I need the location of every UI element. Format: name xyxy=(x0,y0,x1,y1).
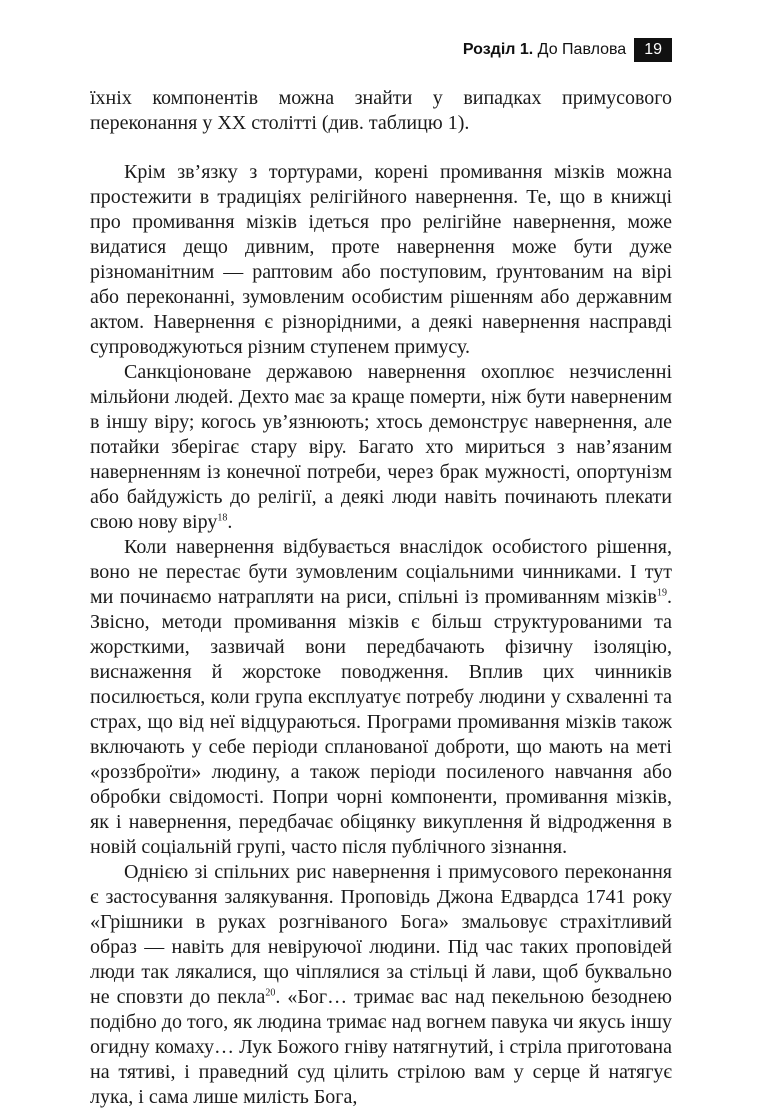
paragraph-text: Крім зв’язку з тортурами, корені промивання мізків можна простежити в традиціях релігійного навернення. Те, що в книжці про промивання мізків ідеться про релігійне навернення, може видатися дещо дивним, проте навернення може бути дуже різноманітним — раптовим або поступовим, ґрунтованим на вірі або переконанні, зумовленим особистим рішенням або державним актом. Навернення є різнорідними, а деякі навернення насправді супроводжуються різним ступенем примусу. xyxy=(90,161,672,358)
paragraph-text: Санкціоноване державою навернення охоплює незчисленні мільйони людей. Дехто має за краще померти, ніж бути наверненим в іншу віру; когось ув’язнюють; хтось демонструє навернення, але потайки зберігає стару віру. Багато хто мириться з нав’язаним наверненням із конечної потреби, через брак мужності, опортунізм або байдужість до релігії, а деякі люди навіть починають плекати свою нову віру xyxy=(90,361,672,533)
paragraph-tail: . xyxy=(227,511,233,533)
footnote-ref: 19 xyxy=(657,587,667,599)
page-number: 19 xyxy=(634,38,672,62)
paragraph-text: їхніх компонентів можна знайти у випадках примусового переконання у ХХ столітті (див. таблицю 1). xyxy=(90,87,672,134)
body-text xyxy=(90,86,672,1110)
footnote-ref: 20 xyxy=(265,987,276,999)
paragraph xyxy=(90,535,672,860)
paragraph-text: Однією зі спільних рис навернення і примусового переконання є застосування залякування. Проповідь Джона Едвардса 1741 року «Грішники в руках розгніваного Бога» змальовує страхітливий образ — навіть для невіруючої людини. Під час таких проповідей люди так лякалися, що чіплялися за стільці й лави, щоб буквально не сповзти до пекла xyxy=(90,861,672,1008)
chapter-name: До Павлова xyxy=(533,41,627,58)
paragraph-tail: . «Бог… тримає вас над пекельною безоднею подібно до того, як людина тримає над вогнем павука чи якусь іншу огидну комаху… Лук Божого гніву натягнутий, і стріла приготована на тятиві, і праведний суд цілить стрілою вам у серце й натягує лука, і сама лише милість Бога, xyxy=(90,986,673,1108)
paragraph-tail: . Звісно, методи промивання мізків є більш структурованими та жорсткими, зазвичай вони передбачають фізичну ізоляцію, виснаження й жорстоке поводження. Вплив цих чинників посилюється, коли група експлуатує потребу людини у схваленні та страх, що від неї відцураються. Програми промивання мізків також включають у себе періоди спланованої доброти, що мають на меті «роззброїти» людину, а також періоди посиленого навчання або обробки свідомості. Попри чорні компоненти, промивання мізків, як і навернення, передбачає обіцянку викуплення й відродження в новій соціальній групі, часто після публічного зізнання. xyxy=(90,586,672,858)
chapter-title xyxy=(463,41,626,59)
footnote-ref: 18 xyxy=(217,512,228,524)
paragraph xyxy=(90,860,672,1110)
chapter-label: Розділ 1. xyxy=(462,41,534,58)
paragraph-continued xyxy=(90,86,672,136)
running-header xyxy=(463,38,672,62)
paragraph xyxy=(90,160,672,360)
paragraph xyxy=(90,360,672,535)
paragraph-text: Коли навернення відбувається внаслідок особистого рішення, воно не перестає бути зумовленим соціальними чинниками. І тут ми починаємо натрапляти на риси, спільні із промиванням мізків xyxy=(90,536,672,608)
